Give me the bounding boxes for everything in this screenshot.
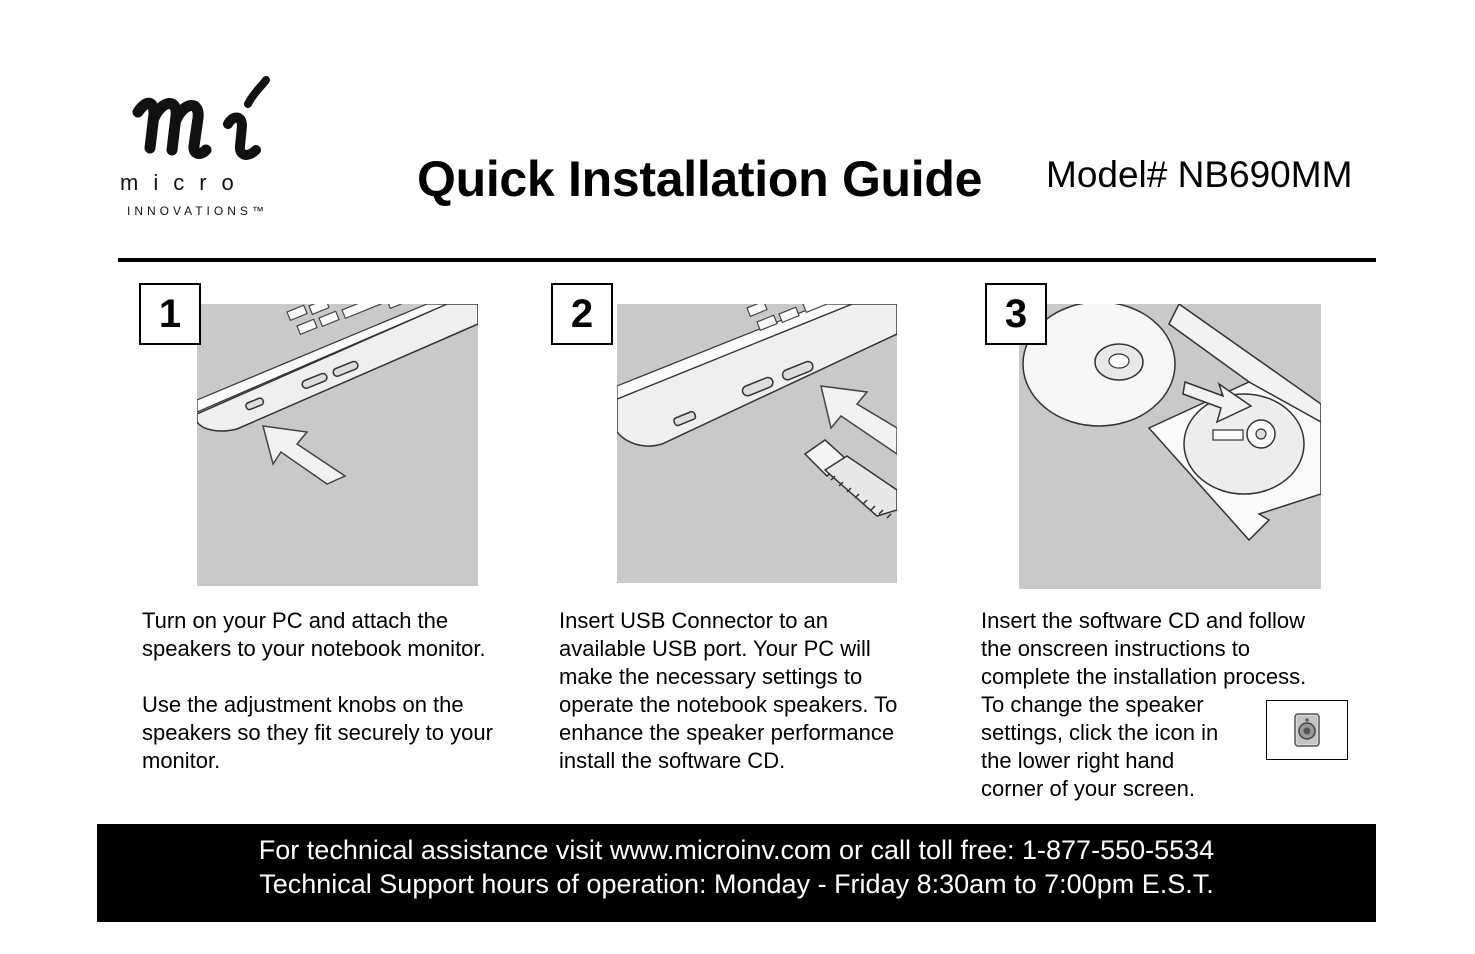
step-3-line: the lower right hand [981, 748, 1175, 773]
step-1-line: Turn on your PC and attach the [142, 608, 449, 633]
step-1-illustration [197, 304, 478, 586]
speaker-tray-icon-box [1266, 700, 1348, 760]
header-divider [118, 258, 1376, 262]
logo-word-innovations: INNOVATIONS™ [127, 204, 268, 218]
step-3-line: corner of your screen. [981, 776, 1195, 801]
step-2-description [559, 607, 897, 775]
step-3-illustration [1019, 304, 1321, 589]
step-1-line: speakers to your notebook monitor. [142, 636, 486, 661]
model-number: Model# NB690MM [1046, 154, 1353, 195]
step-2-line: operate the notebook speakers. To [559, 692, 898, 717]
step-3-line: the onscreen instructions to [981, 636, 1251, 661]
step-2-line: install the software CD. [559, 748, 786, 773]
step-2-line: Insert USB Connector to an [559, 608, 829, 633]
notebook-port-icon [197, 304, 478, 586]
footer-contact-line: For technical assistance visit www.microinv.com or call toll free: 1-877-550-5534 [258, 835, 1215, 865]
step-3-line: To change the speaker [981, 692, 1204, 717]
step-2-line: make the necessary settings to [559, 664, 863, 689]
usb-connector-icon [617, 304, 897, 583]
mi-logo-mark-icon [120, 70, 290, 170]
step-3-description [981, 607, 1306, 803]
step-3-line: complete the installation process. [981, 664, 1307, 689]
step-1-line: speakers so they fit securely to your [142, 720, 493, 745]
step-3-line: settings, click the icon in [981, 720, 1219, 745]
brand-logo [120, 70, 320, 225]
step-2-number: 2 [551, 283, 613, 345]
footer-hours-line: Technical Support hours of operation: Monday - Friday 8:30am to 7:00pm E.S.T. [259, 869, 1214, 899]
page-title: Quick Installation Guide [417, 151, 983, 207]
step-3-line: Insert the software CD and follow [981, 608, 1306, 633]
logo-word-micro: micro [120, 170, 249, 195]
speaker-tray-icon [1288, 711, 1326, 749]
step-1-number: 1 [139, 283, 201, 345]
step-2-line: available USB port. Your PC will [559, 636, 871, 661]
step-2-line: enhance the speaker performance [559, 720, 895, 745]
step-2-illustration [617, 304, 897, 583]
step-1-description [142, 607, 493, 775]
step-1-line: Use the adjustment knobs on the [142, 692, 464, 717]
step-3-number: 3 [985, 283, 1047, 345]
step-1-line: monitor. [142, 748, 221, 773]
support-footer [97, 824, 1376, 922]
cd-tray-icon [1019, 304, 1321, 589]
